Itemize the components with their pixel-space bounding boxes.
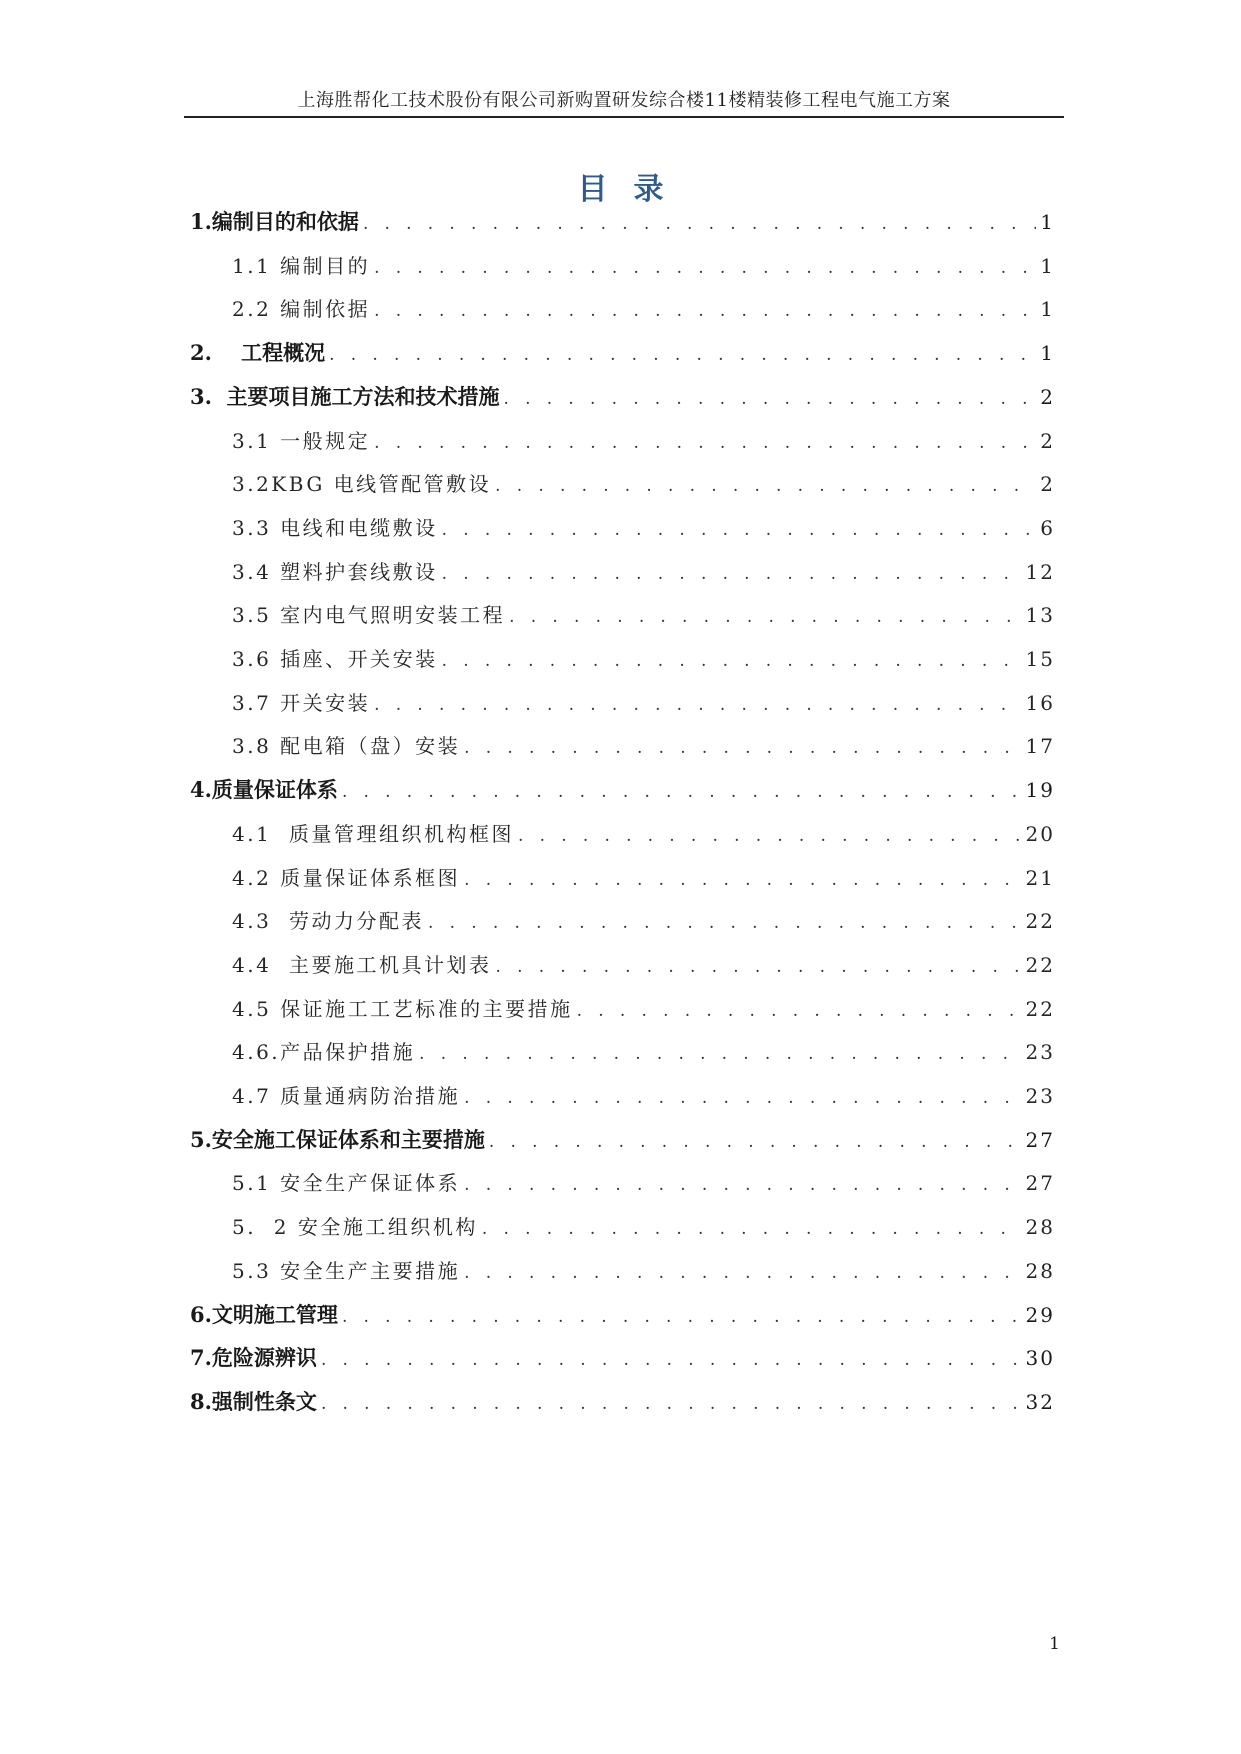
dot-leader (419, 1038, 1021, 1070)
toc-entry-page-number: 29 (1025, 1303, 1055, 1327)
toc-entry-title: 4.5 保证施工工艺标准的主要措施 (232, 997, 573, 1021)
toc-chapter-entry[interactable] (190, 1386, 1055, 1418)
toc-entry-title: 4.4 主要施工机具计划表 (232, 953, 492, 977)
toc-entry-title: 3.5 室内电气照明安装工程 (232, 603, 506, 627)
dot-leader (329, 339, 1036, 371)
toc-entry-page-number: 23 (1025, 1084, 1055, 1108)
toc-entry-title: 7.危险源辨识 (190, 1345, 317, 1370)
toc-entry-page-number: 2 (1040, 472, 1055, 496)
toc-entry-title: 4.6.产品保护措施 (232, 1040, 416, 1064)
toc-entry-title: 5.安全施工保证体系和主要措施 (190, 1127, 485, 1152)
dot-leader (495, 470, 1036, 502)
toc-entry-title: 4.1 质量管理组织机构框图 (232, 822, 515, 846)
toc-entry-page-number: 22 (1025, 953, 1055, 977)
dot-leader (518, 820, 1022, 852)
toc-entry-title: 2. 工程概况 (190, 340, 326, 365)
toc-entry-page-number: 22 (1025, 909, 1055, 933)
toc-section-entry[interactable] (232, 687, 1055, 719)
toc-entry-title: 3.7 开关安装 (232, 691, 371, 715)
toc-entry-title: 4.3 劳动力分配表 (232, 909, 425, 933)
toc-section-entry[interactable] (232, 862, 1055, 894)
dot-leader (442, 558, 1022, 590)
toc-entry-title: 6.文明施工管理 (190, 1302, 338, 1327)
toc-section-entry[interactable] (232, 993, 1055, 1025)
toc-entry-page-number: 22 (1025, 997, 1055, 1021)
toc-entry-page-number: 19 (1025, 778, 1055, 802)
toc-entry-title: 4.2 质量保证体系框图 (232, 866, 461, 890)
running-header: 上海胜帮化工技术股份有限公司新购置研发综合楼11楼精装修工程电气施工方案 (297, 90, 951, 111)
dot-leader (496, 951, 1022, 983)
toc-section-entry[interactable] (232, 730, 1055, 762)
dot-leader (321, 1388, 1022, 1420)
toc-entry-title: 4.质量保证体系 (190, 777, 338, 802)
toc-entry-title: 2.2 编制依据 (232, 297, 371, 321)
toc-section-entry[interactable] (232, 1080, 1055, 1112)
dot-leader (442, 514, 1037, 546)
dot-leader (577, 995, 1022, 1027)
toc-entry-page-number: 20 (1025, 822, 1055, 846)
dot-leader (321, 1344, 1022, 1376)
toc-entry-page-number: 2 (1040, 429, 1055, 453)
toc-entry-title: 3.8 配电箱（盘）安装 (232, 734, 461, 758)
toc-entry-page-number: 1 (1040, 297, 1055, 321)
dot-leader (342, 776, 1022, 808)
toc-section-entry[interactable] (232, 599, 1055, 631)
toc-section-entry[interactable] (232, 425, 1055, 457)
toc-title: 目录 (577, 172, 690, 207)
toc-entry-title: 3. 主要项目施工方法和技术措施 (190, 384, 500, 409)
toc-section-entry[interactable] (232, 1211, 1055, 1243)
toc-entry-page-number: 15 (1025, 647, 1055, 671)
toc-entry-title: 3.1 一般规定 (232, 429, 371, 453)
toc-entry-title: 5.3 安全生产主要措施 (232, 1259, 461, 1283)
toc-entry-title: 1.1 编制目的 (232, 254, 371, 278)
toc-entry-title: 5.1 安全生产保证体系 (232, 1171, 461, 1195)
toc-entry-page-number: 27 (1025, 1171, 1055, 1195)
dot-leader (509, 601, 1021, 633)
toc-chapter-entry[interactable] (190, 1124, 1055, 1156)
toc-entry-title: 1.编制目的和依据 (190, 209, 359, 234)
toc-section-entry[interactable] (232, 818, 1055, 850)
toc-section-entry[interactable] (232, 949, 1055, 981)
toc-section-entry[interactable] (232, 293, 1055, 325)
toc-entry-page-number: 16 (1025, 691, 1055, 715)
toc-entry-title: 8.强制性条文 (190, 1389, 317, 1414)
toc-section-entry[interactable] (232, 1167, 1055, 1199)
toc-entry-page-number: 27 (1025, 1128, 1055, 1152)
dot-leader (482, 1213, 1022, 1245)
dot-leader (363, 208, 1036, 240)
dot-leader (374, 689, 1021, 721)
toc-section-entry[interactable] (232, 468, 1055, 500)
toc-entry-page-number: 28 (1025, 1215, 1055, 1239)
toc-chapter-entry[interactable] (190, 337, 1055, 369)
dot-leader (464, 1082, 1021, 1114)
toc-entry-page-number: 1 (1040, 341, 1055, 365)
toc-section-entry[interactable] (232, 556, 1055, 588)
toc-entry-page-number: 1 (1040, 254, 1055, 278)
toc-section-entry[interactable] (232, 250, 1055, 282)
toc-entry-page-number: 30 (1025, 1346, 1055, 1370)
toc-entry-page-number: 17 (1025, 734, 1055, 758)
toc-chapter-entry[interactable] (190, 1342, 1055, 1374)
dot-leader (464, 1169, 1021, 1201)
dot-leader (374, 252, 1036, 284)
toc-entry-page-number: 13 (1025, 603, 1055, 627)
dot-leader (428, 907, 1022, 939)
toc-entry-page-number: 1 (1040, 210, 1055, 234)
toc-chapter-entry[interactable] (190, 206, 1055, 238)
toc-entry-page-number: 2 (1040, 385, 1055, 409)
toc-entry-page-number: 12 (1025, 560, 1055, 584)
toc-entry-title: 3.3 电线和电缆敷设 (232, 516, 438, 540)
dot-leader (489, 1126, 1022, 1158)
page-number: 1 (1049, 1634, 1060, 1654)
dot-leader (464, 1257, 1021, 1289)
toc-entry-title: 3.4 塑料护套线敷设 (232, 560, 438, 584)
toc-section-entry[interactable] (232, 512, 1055, 544)
toc-entry-page-number: 6 (1040, 516, 1055, 540)
dot-leader (504, 383, 1037, 415)
dot-leader (442, 645, 1022, 677)
toc-chapter-entry[interactable] (190, 381, 1055, 413)
dot-leader (374, 295, 1036, 327)
toc-chapter-entry[interactable] (190, 774, 1055, 806)
toc-section-entry[interactable] (232, 905, 1055, 937)
toc-entry-page-number: 32 (1025, 1390, 1055, 1414)
toc-entry-page-number: 21 (1025, 866, 1055, 890)
dot-leader (464, 864, 1021, 896)
toc-section-entry[interactable] (232, 1255, 1055, 1287)
toc-entry-title: 5. 2 安全施工组织机构 (232, 1215, 478, 1239)
toc-entry-title: 3.6 插座、开关安装 (232, 647, 438, 671)
toc-entry-page-number: 28 (1025, 1259, 1055, 1283)
dot-leader (464, 732, 1021, 764)
toc-chapter-entry[interactable] (190, 1299, 1055, 1331)
dot-leader (342, 1301, 1022, 1333)
dot-leader (374, 427, 1036, 459)
toc-section-entry[interactable] (232, 643, 1055, 675)
toc-entry-title: 4.7 质量通病防治措施 (232, 1084, 461, 1108)
toc-entry-title: 3.2KBG 电线管配管敷设 (232, 472, 492, 496)
toc-entry-page-number: 23 (1025, 1040, 1055, 1064)
toc-section-entry[interactable] (232, 1036, 1055, 1068)
